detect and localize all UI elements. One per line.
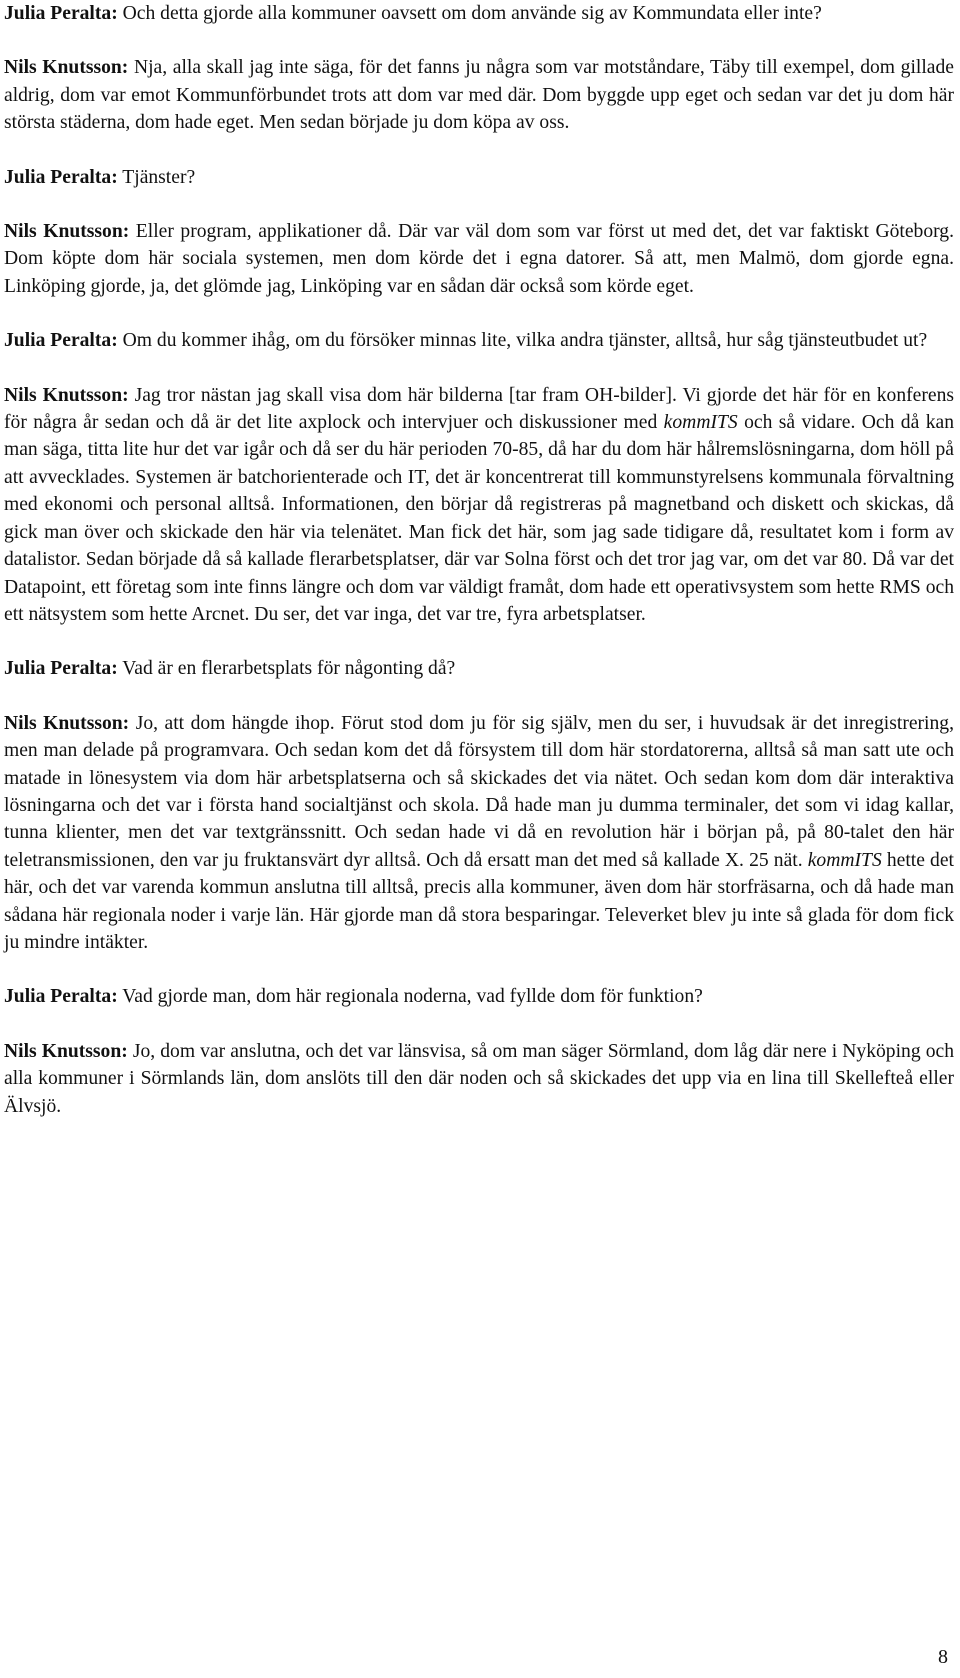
speaker-name: Nils Knutsson: xyxy=(4,57,129,79)
transcript-turn xyxy=(4,983,954,1010)
transcript-turn xyxy=(4,54,954,136)
turn-text: Och detta gjorde alla kommuner oavsett om dom använde sig av Kommundata eller inte? xyxy=(122,3,822,24)
turn-text: Jo, dom var anslutna, och det var länsvisa, så om man säger Sörmland, dom låg där nere i Nyköping och alla kommuner i Sörmlands län, dom anslöts till den där noden och så skickades det upp via en lina till Skellefteå eller Älvsjö. xyxy=(4,1040,954,1117)
transcript-turn xyxy=(4,0,954,27)
turn-text: Eller program, applikationer då. Där var väl dom som var först ut med det, det var faktiskt Göteborg. Dom köpte dom här sociala systemen, men dom körde det i egna datorer. Så att, men Malmö, dom gjorde egna. Linköping gjorde, ja, det glömde jag, Linköping var en sådan där också som körde eget. xyxy=(4,221,954,297)
turn-text-segment: Jo, att dom hängde ihop. Förut stod dom ju för sig själv, men du ser, i huvudsak är det inregistrering, men man delade på programvara. Och sedan kom det då försystem till dom här stordatorerna, alltså så man satt ute och matade in lönesystem via dom här arbetsplatserna och så skickades det via nätet. Och sedan kom dom där interaktiva lösningarna och det var i första hand socialtjänst och skola. Då hade man ju dumma terminaler, det som vi idag kallar, tunna klienter, men det var textgränssnitt. Och sedan hade vi då en revolution här i början på, på 80-talet den här teletransmissionen, den var ju fruktansvärt dyr alltså. Och då ersatt man det med så kallade X. 25 nät. xyxy=(4,712,954,871)
turn-text: Nja, alla skall jag inte säga, för det fanns ju några som var motståndare, Täby till exempel, dom gillade aldrig, dom var emot Kommunförbundet trots att dom var med där. Dom byggde upp eget och sedan var det ju dom här största städerna, dom hade eget. Men sedan började ju dom köpa av oss. xyxy=(4,57,954,134)
transcript-turn xyxy=(4,382,954,629)
speaker-name: Julia Peralta: xyxy=(4,3,118,24)
transcript-turn xyxy=(4,1038,954,1120)
speaker-name: Julia Peralta: xyxy=(4,330,118,352)
transcript-turn xyxy=(4,655,954,682)
turn-text xyxy=(4,713,954,953)
turn-text-segment: Jag tror nästan jag skall visa dom här bilderna [tar fram OH-bilder]. Vi gjorde det här för en konferens för några år sedan och då är det lite axplock och intervjuer och diskussioner med xyxy=(4,384,955,434)
speaker-name: Nils Knutsson: xyxy=(4,1040,128,1062)
turn-text: Om du kommer ihåg, om du försöker minnas lite, vilka andra tjänster, alltså, hur såg tjänsteutbudet ut? xyxy=(122,330,928,352)
speaker-name: Julia Peralta: xyxy=(4,658,118,680)
turn-text-segment: och så vidare. Och då kan man säga, titta lite hur det var igår och då ser du här perioden 70-85, då har du dom här hålremslösningarna, dom höll på att avvecklades. Systemen är batchorienterade och IT, det är koncentrerat till kommunstyrelsens kommunala förvaltning med ekonomi och personal alltså. Informationen, den börjar då registreras på magnetband och diskett och skickas, då gick man över och skickade den här via telenätet. Man fick det här, som jag sade tidigare då, resultatet kom i form av datalistor. Sedan började då så kallade flerarbetsplatser, där var Solna först och det tror jag var, om det var 80. Då var det Datapoint, ett företag som inte finns längre och dom var väldigt framåt, dom hade ett operativsystem som hette RMS och ett nätsystem som hette Arcnet. Du ser, det var inga, det var tre, fyra arbetsplatser. xyxy=(4,412,954,625)
turn-text: Vad gjorde man, dom här regionala noderna, vad fyllde dom för funktion? xyxy=(122,986,703,1008)
transcript-turn xyxy=(4,710,954,957)
speaker-name: Julia Peralta: xyxy=(4,166,118,188)
page-number: 8 xyxy=(938,1646,948,1668)
transcript-turn xyxy=(4,164,954,191)
interview-transcript xyxy=(4,0,954,1147)
transcript-turn xyxy=(4,327,954,354)
kommits-italic-name: kommITS xyxy=(663,412,738,434)
turn-text: Vad är en flerarbetsplats för någonting då? xyxy=(122,658,456,680)
turn-text-segment: hette det här, och det var varenda kommun anslutna till alltså, precis alla kommuner, även dom här storfräsarna, och då hade man sådana här regionala noder i varje län. Här gjorde man då stora besparingar. Televerket blev ju inte så glada för dom fick ju mindre intäkter. xyxy=(4,849,954,953)
speaker-name: Nils Knutsson: xyxy=(4,221,130,243)
transcript-turn xyxy=(4,218,954,300)
turn-text xyxy=(4,385,954,625)
speaker-name: Julia Peralta: xyxy=(4,986,118,1008)
speaker-name: Nils Knutsson: xyxy=(4,384,129,406)
turn-text: Tjänster? xyxy=(122,166,196,188)
kommits-italic-name: kommITS xyxy=(807,849,882,871)
speaker-name: Nils Knutsson: xyxy=(4,712,130,734)
